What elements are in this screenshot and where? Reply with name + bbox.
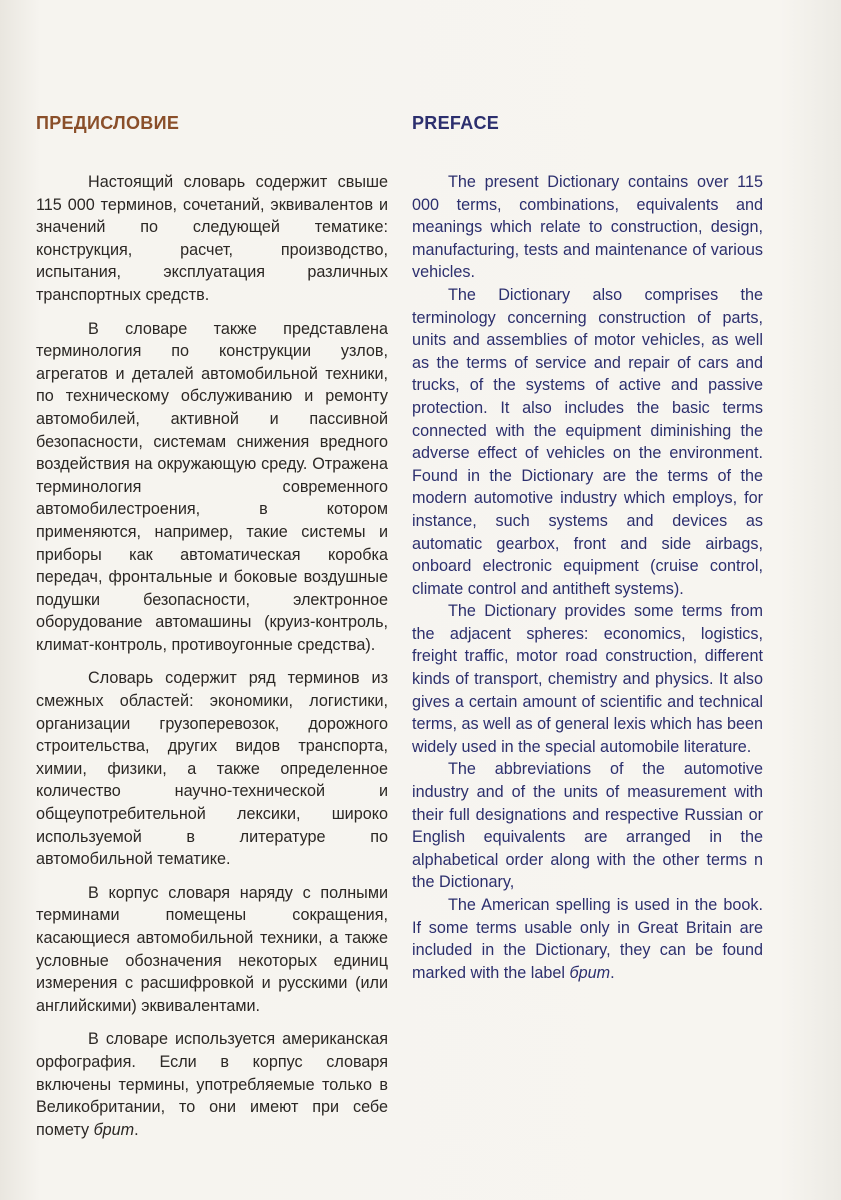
- russian-preface-column: [36, 112, 388, 1152]
- russian-paragraph-3: Словарь содержит ряд терминов из смежных областей: экономики, логистики, организации грузоперевозок, дорожного строительства, других видов транспорта, химии, физики, а также определенное количество научно-технической и общеупотребительной лексики, широко используемой в литературе по автомобильной тематике.: [36, 669, 388, 869]
- english-preface-column: [412, 112, 763, 984]
- russian-paragraph-1: Настоящий словарь содержит свыше 115 000 терминов, сочетаний, эквивалентов и значений по следующей тематике: конструкция, расчет, производство, испытания, эксплуатация различных транспортных средств.: [36, 173, 388, 304]
- show-through-text: [40, 58, 370, 80]
- russian-heading: ПРЕДИСЛОВИЕ: [36, 113, 180, 133]
- russian-paragraph-5-text: В словаре используется американская орфография. Если в корпус словаря включены термины, употребляемые только в Великобритании, то они имеют при себе помету: [36, 1030, 388, 1139]
- russian-paragraph-5: В словаре используется американская орфография. Если в корпус словаря включены термины, употребляемые только в Великобритании, то они имеют при себе помету брит.: [36, 1030, 388, 1139]
- english-paragraph-3: The Dictionary provides some terms from the adjacent spheres: economics, logistics, freight traffic, motor road construction, different kinds of transport, chemistry and physics. It also gives a certain amount of scientific and technical terms, as well as of general lexis which has been widely used in the special automobile literature.: [412, 602, 763, 756]
- russian-paragraph-2: В словаре также представлена терминология по конструкции узлов, агрегатов и деталей автомобильной техники, по техническому обслуживанию и ремонту автомобилей, активной и пассивной безопасности, системам снижения вредного воздействия на окружающую среду. Отражена терминология современного автомобилестроения, в котором применяются, например, такие системы и приборы как автоматическая коробка передач, фронтальные и боковые воздушные подушки безопасности, электронное оборудование автомашины (круиз-контроль, климат-контроль, противоугонные средства).: [36, 319, 388, 654]
- english-paragraph-5-text: The American spelling is used in the book. If some terms usable only in Great Britain are included in the Dictionary, they can be found marked with the label: [412, 896, 763, 982]
- english-paragraph-2: The Dictionary also comprises the terminology concerning construction of parts, units and assemblies of motor vehicles, as well as the terms of service and repair of cars and trucks, of the systems of active and passive protection. It also includes the basic terms connected with the equipment diminishing the adverse effect of vehicles on the environment. Found in the Dictionary are the terms of the modern automotive industry which employs, for instance, such systems and devices as automatic gearbox, front and side airbags, onboard electronic equipment (cruise control, climate control and antitheft systems).: [412, 285, 763, 598]
- russian-label-brit: брит: [93, 1120, 135, 1139]
- english-heading: PREFACE: [412, 113, 500, 133]
- english-paragraph-4: The abbreviations of the automotive industry and of the units of measurement with their full designations and respective Russian or English equivalents are arranged in the alphabetical order along with the other terms n the Dictionary,: [412, 760, 763, 892]
- english-paragraph-5: The American spelling is used in the book. If some terms usable only in Great Britain are included in the Dictionary, they can be found marked with the label брит.: [412, 896, 763, 982]
- english-paragraph-1: The present Dictionary contains over 115 000 terms, combinations, equivalents and meanings which relate to construction, design, manufacturing, tests and maintenance of various vehicles.: [412, 173, 763, 282]
- russian-paragraph-4: В корпус словаря наряду с полными терминами помещены сокращения, касающиеся автомобильной техники, а также условные обозначения некоторых единиц измерения с расшифровкой и русскими (или английскими) эквивалентами.: [36, 883, 388, 1015]
- english-label-brit: брит: [569, 963, 611, 982]
